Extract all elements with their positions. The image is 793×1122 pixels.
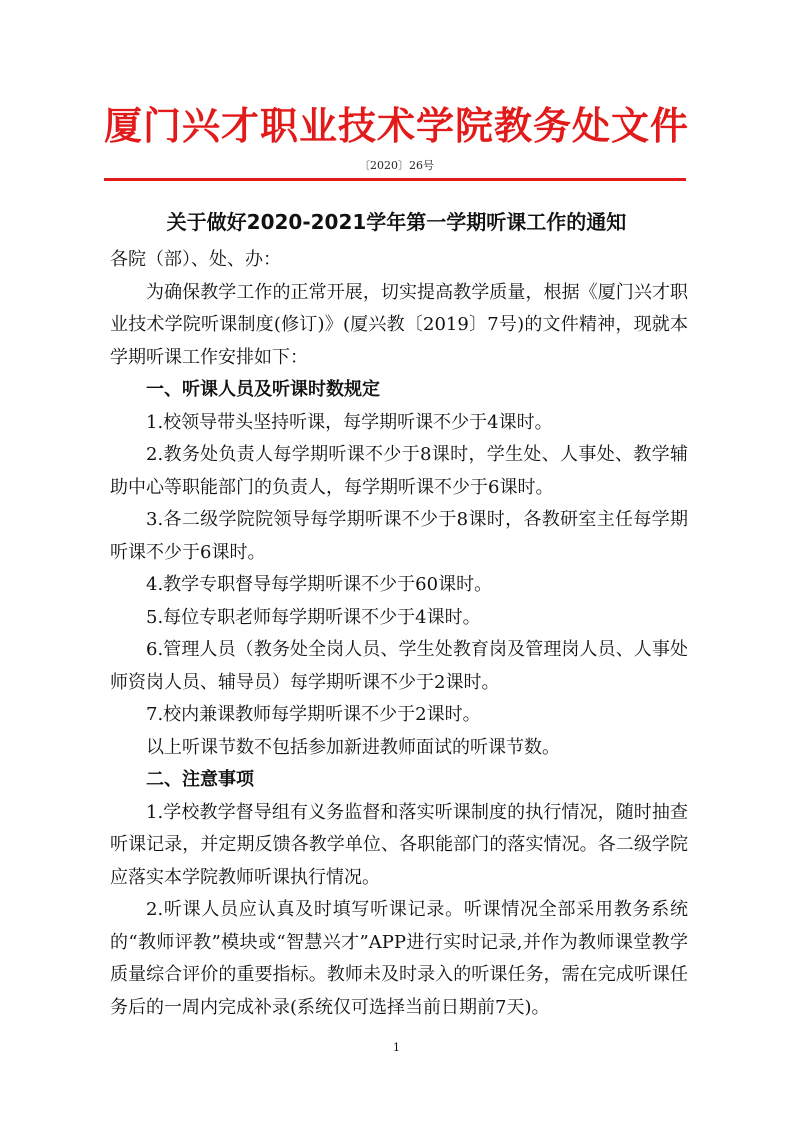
salutation: 各院（部）、处、办： — [110, 249, 281, 270]
section-heading-notes: 二、注意事项 — [146, 769, 254, 790]
note-paragraph: 以上听课节数不包括参加新进教师面试的听课节数。 — [146, 736, 560, 758]
list-item: 1.学校教学督导组有义务监督和落实听课制度的执行情况，随时抽查听课记录，并定期反馈各教学单位、各职能部门的落实情况。各二级学院应落实本学院教师听课执行情况。 — [110, 801, 688, 888]
section-heading-attendance: 一、听课人员及听课时数规定 — [146, 379, 380, 400]
notice-title: 关于做好2020-2021学年第一学期听课工作的通知 — [166, 210, 627, 234]
issuing-office-header: 厦门兴才职业技术学院教务处文件 — [103, 103, 689, 148]
header-red-rule — [104, 178, 686, 181]
list-item: 5.每位专职老师每学期听课不少于4课时。 — [146, 606, 481, 628]
list-item: 4.教学专职督导每学期听课不少于60课时。 — [146, 574, 493, 595]
list-item: 2.听课人员应认真及时填写听课记录。听课情况全部采用教务系统的“教师评教”模块或“智慧兴才”APP进行实时记录,并作为教师课堂教学质量综合评价的重要指标。教师未及时录入的听课任务，需在完成听课任务后的一周内完成补录(系统仅可选择当前日期前7天)。 — [110, 899, 688, 1018]
list-item: 3.各二级学院院领导每学期听课不少于8课时，各教研室主任每学期听课不少于6课时。 — [110, 509, 688, 563]
page-number: 1 — [393, 1041, 400, 1054]
list-item: 6.管理人员（教务处全岗人员、学生处教育岗及管理岗人员、人事处师资岗人员、辅导员）每学期听课不少于2课时。 — [110, 639, 688, 693]
list-item: 7.校内兼课教师每学期听课不少于2课时。 — [146, 704, 481, 725]
document-body — [110, 244, 688, 1024]
list-item: 2.教务处负责人每学期听课不少于8课时，学生处、人事处、教学辅助中心等职能部门的负责人，每学期听课不少于6课时。 — [110, 444, 688, 498]
list-item: 1.校领导带头坚持听课，每学期听课不少于4课时。 — [146, 411, 553, 433]
intro-paragraph: 为确保教学工作的正常开展，切实提高教学质量，根据《厦门兴才职业技术学院听课制度(修订)》(厦兴教〔2019〕7号)的文件精神，现就本学期听课工作安排如下： — [110, 281, 688, 368]
document-number: 〔2020〕26号 — [359, 159, 434, 172]
